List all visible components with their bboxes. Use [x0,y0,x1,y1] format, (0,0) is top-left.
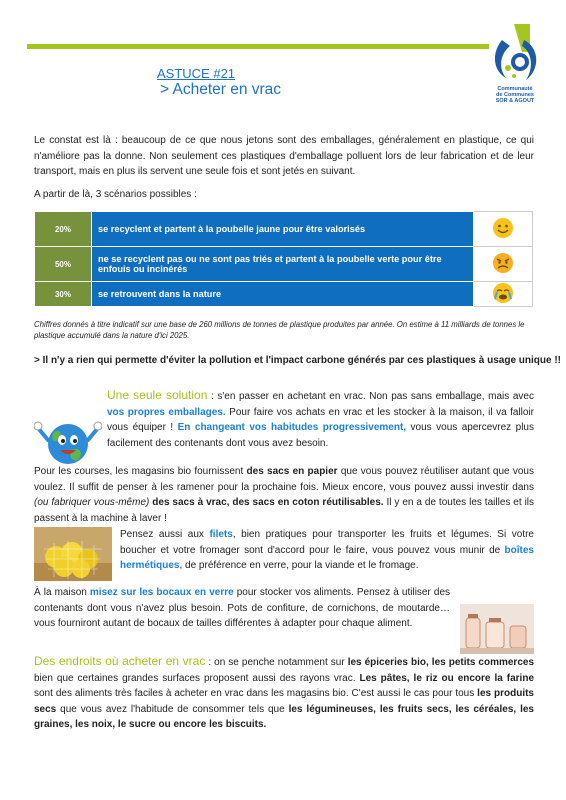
scenarios-table [34,211,533,307]
scenarios-intro: A partir de là, 3 scénarios possibles : [34,189,197,200]
solution-paragraph: Une seule solution : s'en passer en achetant en vrac. Non pas sans emballage, mais avec vos propres emballages. Pour faire vos achats en vrac et les stocker à la maison, il va falloir vous équiper ! En changeant vos habitudes progressivement, vous vous apercevrez plus facilement des contenants dont vous avez besoin. [107,388,534,449]
scenario-text: se recyclent et partent à la poubelle jaune pour être valorisés [92,212,474,247]
footnote: Chiffres donnés à titre indicatif sur une base de 260 millions de tonnes de plastique produites par année. On estime à 11 milliards de tonnes le plastique accumulé dans la nature d'ici 2025. [34,320,525,340]
earth-mascot-image [34,414,102,470]
key-statement: > Il n'y a rien qui permette d'éviter la pollution et l'impact carbone générés par ces plastiques à usage unique !! [34,355,561,366]
smiley-crying-icon [474,282,533,307]
smiley-happy-icon [474,212,533,247]
scenario-percent: 50% [35,247,92,282]
maison-paragraph: À la maison misez sur les bocaux en verre pour stocker vos aliments. Pensez à utiliser des contenants dont vous n'avez plus besoin. Pots de confiture, de cornichons, de moutarde… vous fourniront autant de bocaux de tailles différentes à adapter pour chaque aliment. [34,587,450,629]
logo-text: Communauté de Communes SOR & AGOUT [495,86,535,105]
courses-paragraph: Pour les courses, les magasins bio fournissent des sacs en papier que vous pouvez réutiliser autant que vous voulez. Il suffit de penser à les ramener pour la prochaine fois. Mieux encore, vous pouvez aussi investir dans (ou fabriquer vous-même) des sacs à vrac, des sacs en coton réutilisables. Il y en a de toutes les tailles et ils passent à la machine à laver ! [34,466,535,524]
glass-jars-photo [460,604,534,654]
scenario-percent: 30% [35,282,92,307]
scenario-text: se retrouvent dans la nature [92,282,474,307]
scenario-text: ne se recyclent pas ou ne sont pas triés et partent à la poubelle verte pour être enfouis ou incinérés [92,247,474,282]
filets-paragraph: Pensez aussi aux filets, bien pratiques pour transporter les fruits et légumes. Si votre boucher et votre fromager sont d'accord pour le faire, vous pouvez vous munir de boîtes hermétiques, de préférence en verre, pour la viande et le fromage. [120,529,534,571]
table-row [35,212,533,247]
scenario-percent: 20% [35,212,92,247]
page-title: > Acheter en vrac [160,81,282,98]
intro-paragraph: Le constat est là : beaucoup de ce que nous jetons sont des emballages, généralement en plastique, ce qui n'améliore pas la donne. Non seulement ces plastiques d'emballage polluent lors de leur fabrication et de leur transport, mais en plus ils servent une seule fois et sont jetés en suivant. [34,135,534,177]
table-row [35,282,533,307]
endroits-paragraph: Des endroits où acheter en vrac : on se penche notamment sur les épiceries bio, les petits commerces bien que certaines grandes surfaces proposent aussi des rayons vrac. Les pâtes, le riz ou encore la farine sont des aliments très faciles à acheter en vrac dans les magasins bio. C'est aussi le cas pour tous les produits secs que vous avez l'habitude de consommer tels que les légumineuses, les fruits secs, les céréales, les graines, les noix, le sucre ou encore les biscuits. [34,654,535,730]
smiley-angry-icon [474,247,533,282]
tip-number: ASTUCE #21 [157,66,236,81]
lemons-net-photo [34,527,112,581]
solution-heading: Une seule solution [107,388,208,402]
header-rule [27,44,489,49]
endroits-heading: Des endroits où acheter en vrac [34,654,206,668]
table-row [35,247,533,282]
